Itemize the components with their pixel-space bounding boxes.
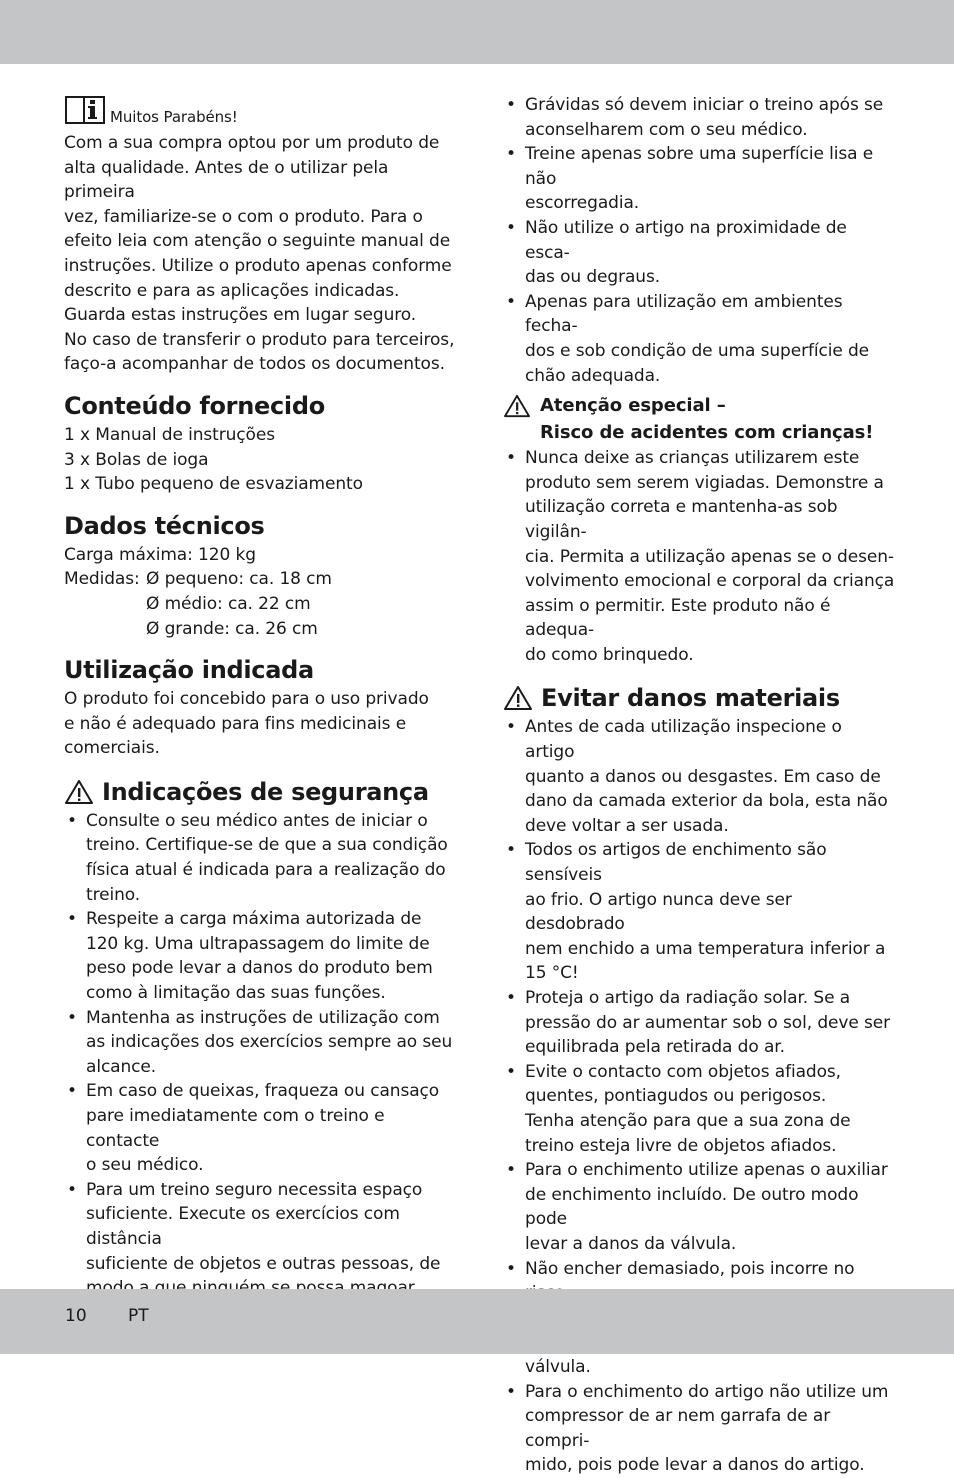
damage-heading-text: Evitar danos materiais (541, 684, 840, 713)
item-line: Treine apenas sobre uma superfície lisa e não (525, 144, 874, 189)
intended-use-line: O produto foi concebido para o uso privado (64, 689, 429, 710)
item-line: como à limitação das suas funções. (86, 983, 386, 1004)
item-line: física atual é indicada para a realização do (86, 860, 446, 881)
intro-paragraph (64, 131, 456, 377)
item-line: 15 °C! (525, 963, 579, 984)
intro-line: No caso de transferir o produto para terceiros, (64, 329, 455, 350)
item-line: chão adequada. (525, 365, 661, 386)
item-line: suficiente. Execute os exercícios com distância (86, 1204, 400, 1249)
contents-item: 3 x Bolas de ioga (64, 449, 209, 470)
contents-item: 1 x Manual de instruções (64, 424, 275, 445)
item-line: Não encher demasiado, pois incorre no (525, 1258, 855, 1279)
right-column (503, 93, 895, 1478)
item-line: escorregadia. (525, 193, 640, 214)
item-line: treino. Certifique-se de que a sua condição (86, 835, 448, 856)
language-code: PT (128, 1306, 149, 1326)
intended-use-line: e não é adequado para fins medicinais e (64, 713, 407, 734)
specs-heading: Dados técnicos (64, 511, 265, 540)
list-item (503, 1060, 895, 1158)
item-line: do como brinquedo. (525, 644, 694, 665)
list-item (64, 809, 456, 907)
item-line: Nunca deixe as crianças utilizarem este (525, 448, 860, 469)
item-line: Tenha atenção para que a sua zona de (525, 1110, 851, 1131)
contents-heading: Conteúdo fornecido (64, 391, 325, 420)
list-item (503, 715, 895, 838)
children-warning-heading (503, 392, 895, 446)
size-medium: Ø médio: ca. 22 cm (146, 593, 311, 614)
item-line: cia. Permita a utilização apenas se o desen- (525, 546, 894, 567)
item-line: assim o permitir. Este produto não é adequa- (525, 595, 831, 641)
item-line: Consulte o seu médico antes de iniciar o (86, 810, 428, 831)
item-line: mido, pois pode levar a danos do artigo. (525, 1455, 865, 1476)
intended-use-text (64, 687, 456, 761)
list-item (503, 216, 895, 290)
safety-list-continued (503, 93, 895, 388)
sizes-row (64, 567, 456, 592)
item-line: Não utilize o artigo na proximidade de esca- (525, 217, 847, 263)
item-line: Antes de cada utilização inspecione o artigo (525, 717, 842, 763)
intro-line: vez, familiarize-se o com o produto. Para o (64, 206, 423, 227)
intro-line: alta qualidade. Antes de o utilizar pela primeira (64, 157, 389, 203)
damage-list (503, 715, 895, 1477)
children-warning-text (540, 392, 873, 446)
item-line: o seu médico. (86, 1155, 204, 1176)
item-line: Respeite a carga máxima autorizada de (86, 909, 422, 930)
intro-line: efeito leia com atenção o seguinte manual de (64, 231, 451, 252)
item-line: quentes, pontiagudos ou perigosos. (525, 1086, 827, 1107)
list-item (64, 907, 456, 1005)
list-item (64, 1178, 456, 1301)
intro-line: descrito e para as aplicações indicadas. (64, 280, 400, 301)
intended-use-heading: Utilização indicada (64, 656, 314, 685)
item-line: Para o enchimento utilize apenas o auxiliar (525, 1160, 888, 1181)
intro-line: instruções. Utilize o produto apenas conforme (64, 255, 452, 276)
item-line: dos e sob condição de uma superfície de (525, 340, 870, 361)
warning-triangle-icon (503, 394, 531, 418)
list-item (503, 446, 895, 667)
item-line: produto sem serem vigiadas. Demonstre a (525, 472, 884, 493)
item-line: dano da camada exterior da bola, esta não (525, 791, 888, 812)
item-line: Evite o contacto com objetos afiados, (525, 1061, 841, 1082)
item-line: 120 kg. Uma ultrapassagem do limite de (86, 933, 430, 954)
page-number: 10 (65, 1306, 87, 1326)
contents-item: 1 x Tubo pequeno de esvaziamento (64, 474, 363, 495)
header-band (0, 0, 954, 64)
damage-heading (503, 683, 895, 713)
item-line: Apenas para utilização em ambientes fecha- (525, 291, 843, 337)
children-warning-line1: Atenção especial – (540, 395, 726, 417)
list-item (503, 838, 895, 986)
item-line: volvimento emocional e corporal da criança (525, 571, 895, 592)
safety-list (64, 809, 456, 1301)
intro-line: Guarda estas instruções em lugar seguro. (64, 305, 417, 326)
safety-heading-text: Indicações de segurança (102, 777, 429, 806)
children-warning-line2: Risco de acidentes com crianças! (540, 422, 874, 444)
item-line: Grávidas só devem iniciar o treino após se (525, 95, 884, 115)
item-line: Para um treino seguro necessita espaço (86, 1179, 423, 1200)
item-line: de enchimento incluído. De outro modo pode (525, 1184, 859, 1230)
intro-line: faço-a acompanhar de todos os documentos. (64, 354, 445, 375)
list-item (64, 1006, 456, 1080)
list-item (503, 93, 895, 142)
item-line: levar a danos da válvula. (525, 1233, 737, 1254)
item-line: treino. (86, 884, 141, 905)
intended-use-line: comerciais. (64, 738, 160, 759)
list-item (503, 142, 895, 216)
item-line: peso pode levar a danos do produto bem (86, 958, 433, 979)
contents-list (64, 423, 456, 497)
item-line: nem enchido a uma temperatura inferior a (525, 938, 886, 959)
size-large: Ø grande: ca. 26 cm (146, 618, 318, 639)
sizes-label: Medidas: (64, 569, 140, 590)
specs-block (64, 543, 456, 641)
item-line: Proteja o artigo da radiação solar. Se a (525, 988, 851, 1008)
item-line: alcance. (86, 1056, 157, 1077)
warning-triangle-icon (64, 779, 94, 805)
item-line: suficiente de objetos e outras pessoas, de (86, 1253, 441, 1274)
max-load: Carga máxima: 120 kg (64, 544, 256, 565)
item-line: válvula. (525, 1356, 591, 1377)
item-line: utilização correta e mantenha-as sob vigilân- (525, 497, 838, 542)
list-item (503, 1158, 895, 1256)
warning-triangle-icon (503, 685, 533, 711)
item-line: quanto a danos ou desgastes. Em caso de (525, 766, 881, 787)
list-item (64, 1079, 456, 1177)
intro-title-line (64, 93, 456, 127)
item-line: Todos os artigos de enchimento são sensíveis (525, 840, 827, 886)
intro-title: Muitos Parabéns! (110, 108, 238, 126)
list-item (503, 1380, 895, 1478)
item-line: treino esteja livre de objetos afiados. (525, 1135, 837, 1156)
item-line: deve voltar a ser usada. (525, 815, 729, 836)
item-line: Em caso de queixas, fraqueza ou cansaço (86, 1081, 440, 1102)
item-line: compressor de ar nem garrafa de ar compri- (525, 1406, 831, 1451)
item-line: equilibrada pela retirada do ar. (525, 1037, 785, 1058)
item-line: Mantenha as instruções de utilização com (86, 1007, 440, 1028)
item-line: pressão do ar aumentar sob o sol, deve ser (525, 1012, 890, 1033)
safety-heading (64, 777, 456, 807)
item-line: ao frio. O artigo nunca deve ser desdobrado (525, 889, 792, 935)
item-line: pare imediatamente com o treino e contacte (86, 1106, 385, 1151)
intro-line: Com a sua compra optou por um produto de (64, 133, 440, 153)
list-item (503, 986, 895, 1060)
item-line: Para o enchimento do artigo não utilize um (525, 1381, 889, 1402)
left-column (64, 93, 456, 1301)
children-warning-list (503, 446, 895, 667)
item-line: as indicações dos exercícios sempre ao seu (86, 1032, 453, 1053)
list-item (503, 290, 895, 388)
item-line: aconselharem com o seu médico. (525, 119, 808, 140)
info-manual-icon (64, 93, 106, 125)
size-small: Ø pequeno: ca. 18 cm (146, 569, 332, 590)
item-line: das ou degraus. (525, 267, 661, 288)
